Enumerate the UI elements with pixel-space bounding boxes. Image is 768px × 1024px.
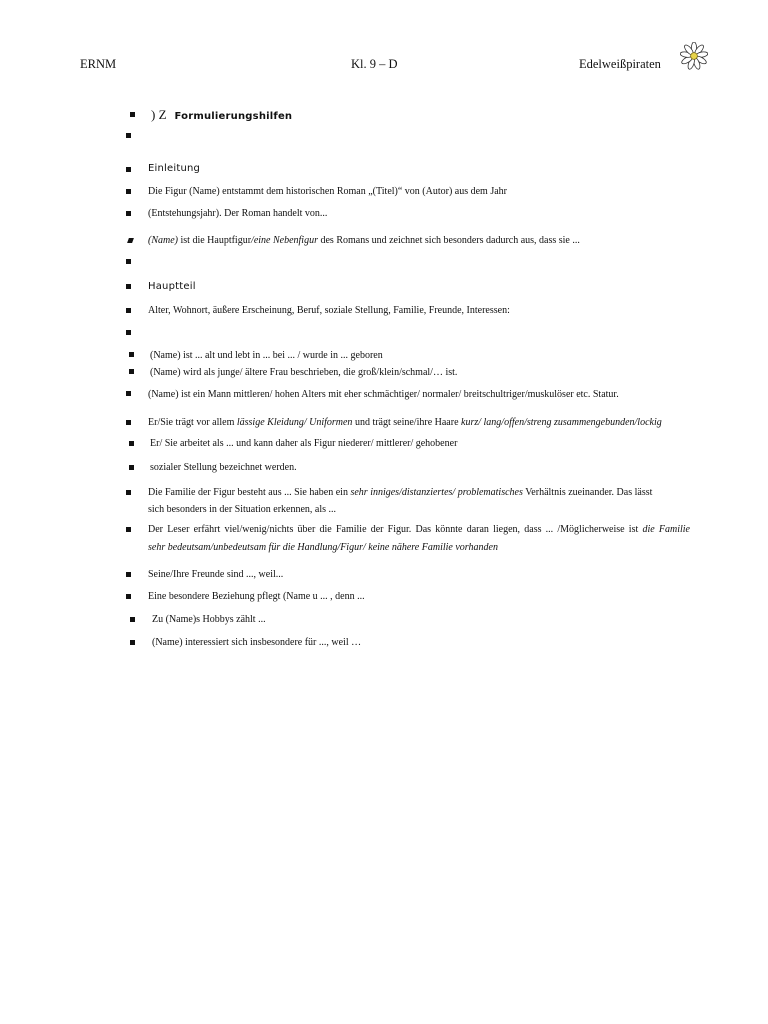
list-bullet — [129, 441, 134, 446]
list-bullet — [126, 284, 131, 289]
list-bullet — [126, 490, 131, 495]
header-left: ERNM — [80, 57, 117, 71]
hauptteil-line-7-cont: sich besonders in der Situation erkennen, als ... — [148, 504, 337, 515]
edelweiss-icon — [680, 42, 708, 70]
einleitung-line-3-b: ist die Hauptfigur — [178, 235, 252, 246]
hauptteil-line-7-a: Die Familie der Figur besteht aus ... Sie haben ein — [148, 487, 351, 498]
list-bullet — [126, 259, 131, 264]
hauptteil-line-2: (Name) wird als junge/ ältere Frau beschrieben, die groß/klein/schmal/… ist. — [150, 367, 458, 378]
hauptteil-line-7 — [148, 487, 652, 498]
hauptteil-line-8-cont: sehr bedeutsam/unbedeutsam für die Handlung/Figur/ keine nähere Familie vorhanden — [148, 542, 498, 553]
hauptteil-line-1: (Name) ist ... alt und lebt in ... bei ... / wurde in ... geboren — [150, 350, 383, 361]
header-right: Edelweißpiraten — [579, 57, 661, 71]
hauptteil-line-8-a: Der Leser erfährt viel/wenig/nichts über die Familie der Figur. Das könnte daran liegen, dass ... /Möglicherweise ist — [148, 524, 643, 535]
list-bullet — [126, 167, 131, 172]
list-bullet — [127, 238, 134, 243]
hauptteil-line-9: Seine/Ihre Freunde sind ..., weil... — [148, 569, 284, 580]
list-bullet — [126, 527, 131, 532]
header-center: Kl. 9 – D — [351, 57, 398, 71]
hauptteil-line-4-d: kurz/ lang/offen/streng zusammengebunden/lockig — [461, 417, 662, 428]
hauptteil-line-3: (Name) ist ein Mann mittleren/ hohen Alters mit eher schmächtiger/ normaler/ breitschultriger/muskulöser etc. Statur. — [148, 389, 619, 400]
hauptteil-line-12: (Name) interessiert sich insbesondere für ..., weil … — [152, 637, 362, 648]
title-text: Formulierungshilfen — [174, 111, 293, 122]
list-bullet — [126, 133, 131, 138]
list-bullet — [126, 189, 131, 194]
list-bullet — [126, 308, 131, 313]
section-title — [151, 106, 292, 124]
hauptteil-line-7-b: sehr inniges/distanziertes/ problematisches — [350, 487, 523, 498]
list-bullet — [126, 420, 131, 425]
hauptteil-line-11: Zu (Name)s Hobbys zählt ... — [152, 614, 266, 625]
list-bullet — [126, 594, 131, 599]
list-bullet — [129, 369, 134, 374]
einleitung-line-2: (Entstehungsjahr). Der Roman handelt von... — [148, 208, 328, 219]
hauptteil-line-8 — [148, 524, 690, 535]
hauptteil-line-5: Er/ Sie arbeitet als ... und kann daher als Figur niederer/ mittlerer/ gehobener — [150, 438, 458, 449]
hauptteil-intro: Alter, Wohnort, äußere Erscheinung, Beruf, soziale Stellung, Familie, Freunde, Interessen: — [148, 305, 510, 316]
hauptteil-line-8-b: die Familie — [642, 524, 690, 535]
einleitung-line-3-d: des Romans und zeichnet sich besonders dadurch aus, dass sie ... — [317, 235, 580, 246]
einleitung-line-3 — [148, 235, 580, 246]
hauptteil-line-4-b: lässige Kleidung/ Uniformen — [236, 417, 353, 428]
einleitung-line-1: Die Figur (Name) entstammt dem historischen Roman „(Titel)“ von (Autor) aus dem Jahr — [148, 186, 507, 197]
hauptteil-line-7-c: Verhältnis zueinander. Das lässt — [522, 487, 653, 498]
title-prefix: ) Z — [151, 107, 167, 122]
list-bullet — [129, 352, 134, 357]
hauptteil-line-4-c: und trägt seine/ihre Haare — [352, 417, 462, 428]
list-bullet — [130, 617, 135, 622]
einleitung-line-3-c: /eine Nebenfigur — [251, 235, 318, 246]
list-bullet — [126, 391, 131, 396]
hauptteil-heading: Hauptteil — [148, 281, 196, 292]
list-bullet — [126, 572, 131, 577]
hauptteil-line-10: Eine besondere Beziehung pflegt (Name u ... , denn ... — [148, 591, 365, 602]
hauptteil-line-4-a: Er/Sie trägt vor allem — [148, 417, 237, 428]
hauptteil-line-4 — [148, 417, 662, 428]
hauptteil-line-6: sozialer Stellung bezeichnet werden. — [150, 462, 297, 473]
list-bullet — [129, 465, 134, 470]
list-bullet — [126, 211, 131, 216]
einleitung-line-3-name: (Name) — [148, 235, 178, 246]
einleitung-heading: Einleitung — [148, 163, 201, 174]
list-bullet — [130, 112, 135, 117]
list-bullet — [126, 330, 131, 335]
list-bullet — [130, 640, 135, 645]
